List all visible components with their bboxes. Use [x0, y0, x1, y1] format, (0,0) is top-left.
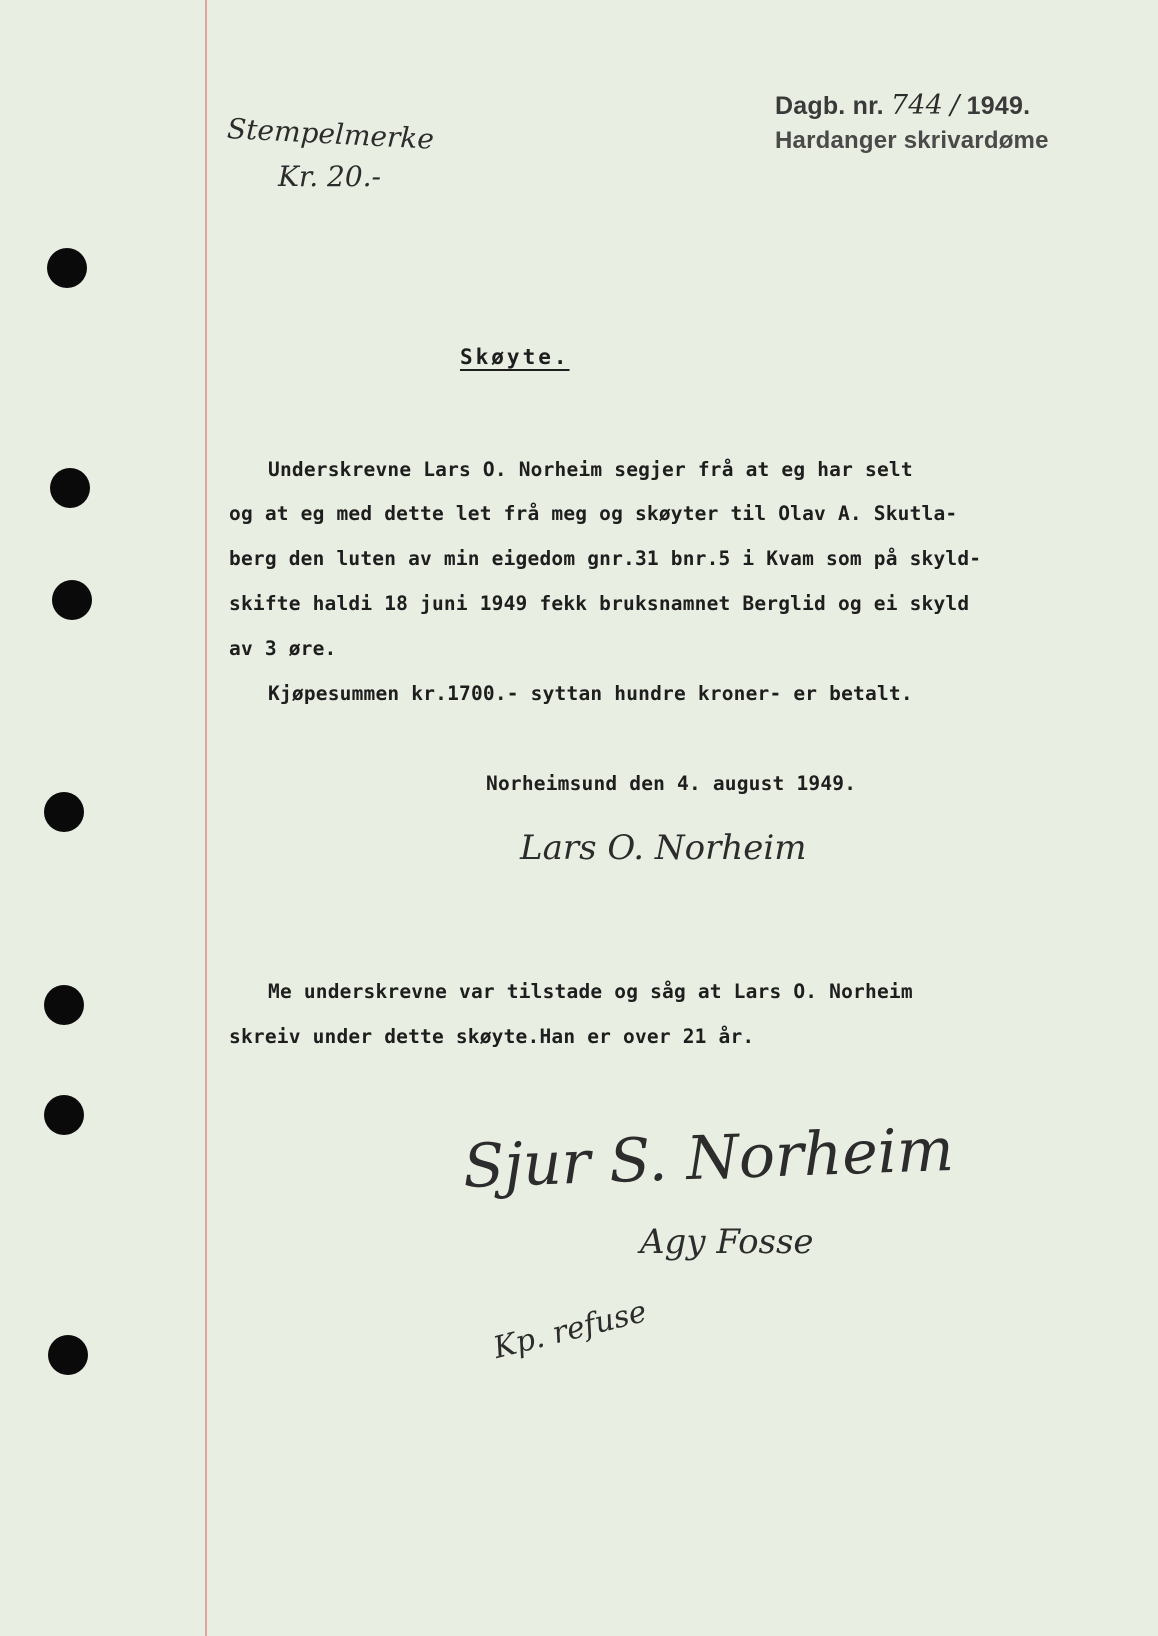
punch-hole: [44, 985, 84, 1025]
punch-hole: [52, 580, 92, 620]
dagbok-number: 744: [890, 90, 944, 121]
dagbok-year: 1949.: [966, 92, 1031, 120]
body-line: Underskrevne Lars O. Norheim segjer frå at eg har selt: [268, 458, 913, 481]
body-line: og at eg med dette let frå meg og skøyter til Olav A. Skutla-: [229, 502, 958, 525]
punch-hole: [44, 1095, 84, 1135]
place-date: Norheimsund den 4. august 1949.: [486, 772, 857, 795]
dagbok-stamp: [775, 90, 1030, 121]
punch-hole: [48, 1335, 88, 1375]
stamp-duty-line1: Stempelmerke: [226, 112, 435, 156]
witness-signature: Sjur S. Norheim: [462, 1114, 955, 1202]
witness-line: skreiv under dette skøyte.Han er over 21 år.: [229, 1025, 755, 1048]
witness-signature-note: Agy Fosse: [640, 1222, 814, 1262]
body-line: Kjøpesummen kr.1700.- syttan hundre kroner- er betalt.: [268, 682, 913, 705]
witness-line: Me underskrevne var tilstade og såg at Lars O. Norheim: [268, 980, 913, 1003]
registration-note: Kp. refuse: [490, 1294, 651, 1366]
punch-hole: [47, 248, 87, 288]
body-line: av 3 øre.: [229, 637, 337, 660]
seller-signature: Lars O. Norheim: [520, 828, 807, 868]
margin-rule: [205, 0, 207, 1636]
body-line: berg den luten av min eigedom gnr.31 bnr.5 i Kvam som på skyld-: [229, 547, 982, 570]
document-title: Skøyte.: [460, 345, 570, 369]
punch-hole: [44, 792, 84, 832]
office-stamp: Hardanger skrivardøme: [775, 127, 1049, 154]
stamp-duty-line2: Kr. 20.-: [278, 160, 382, 193]
body-line: skifte haldi 18 juni 1949 fekk bruksnamnet Berglid og ei skyld: [229, 592, 970, 615]
dagbok-prefix: Dagb. nr.: [775, 92, 884, 120]
dagbok-separator: /: [950, 90, 960, 121]
punch-hole: [50, 468, 90, 508]
